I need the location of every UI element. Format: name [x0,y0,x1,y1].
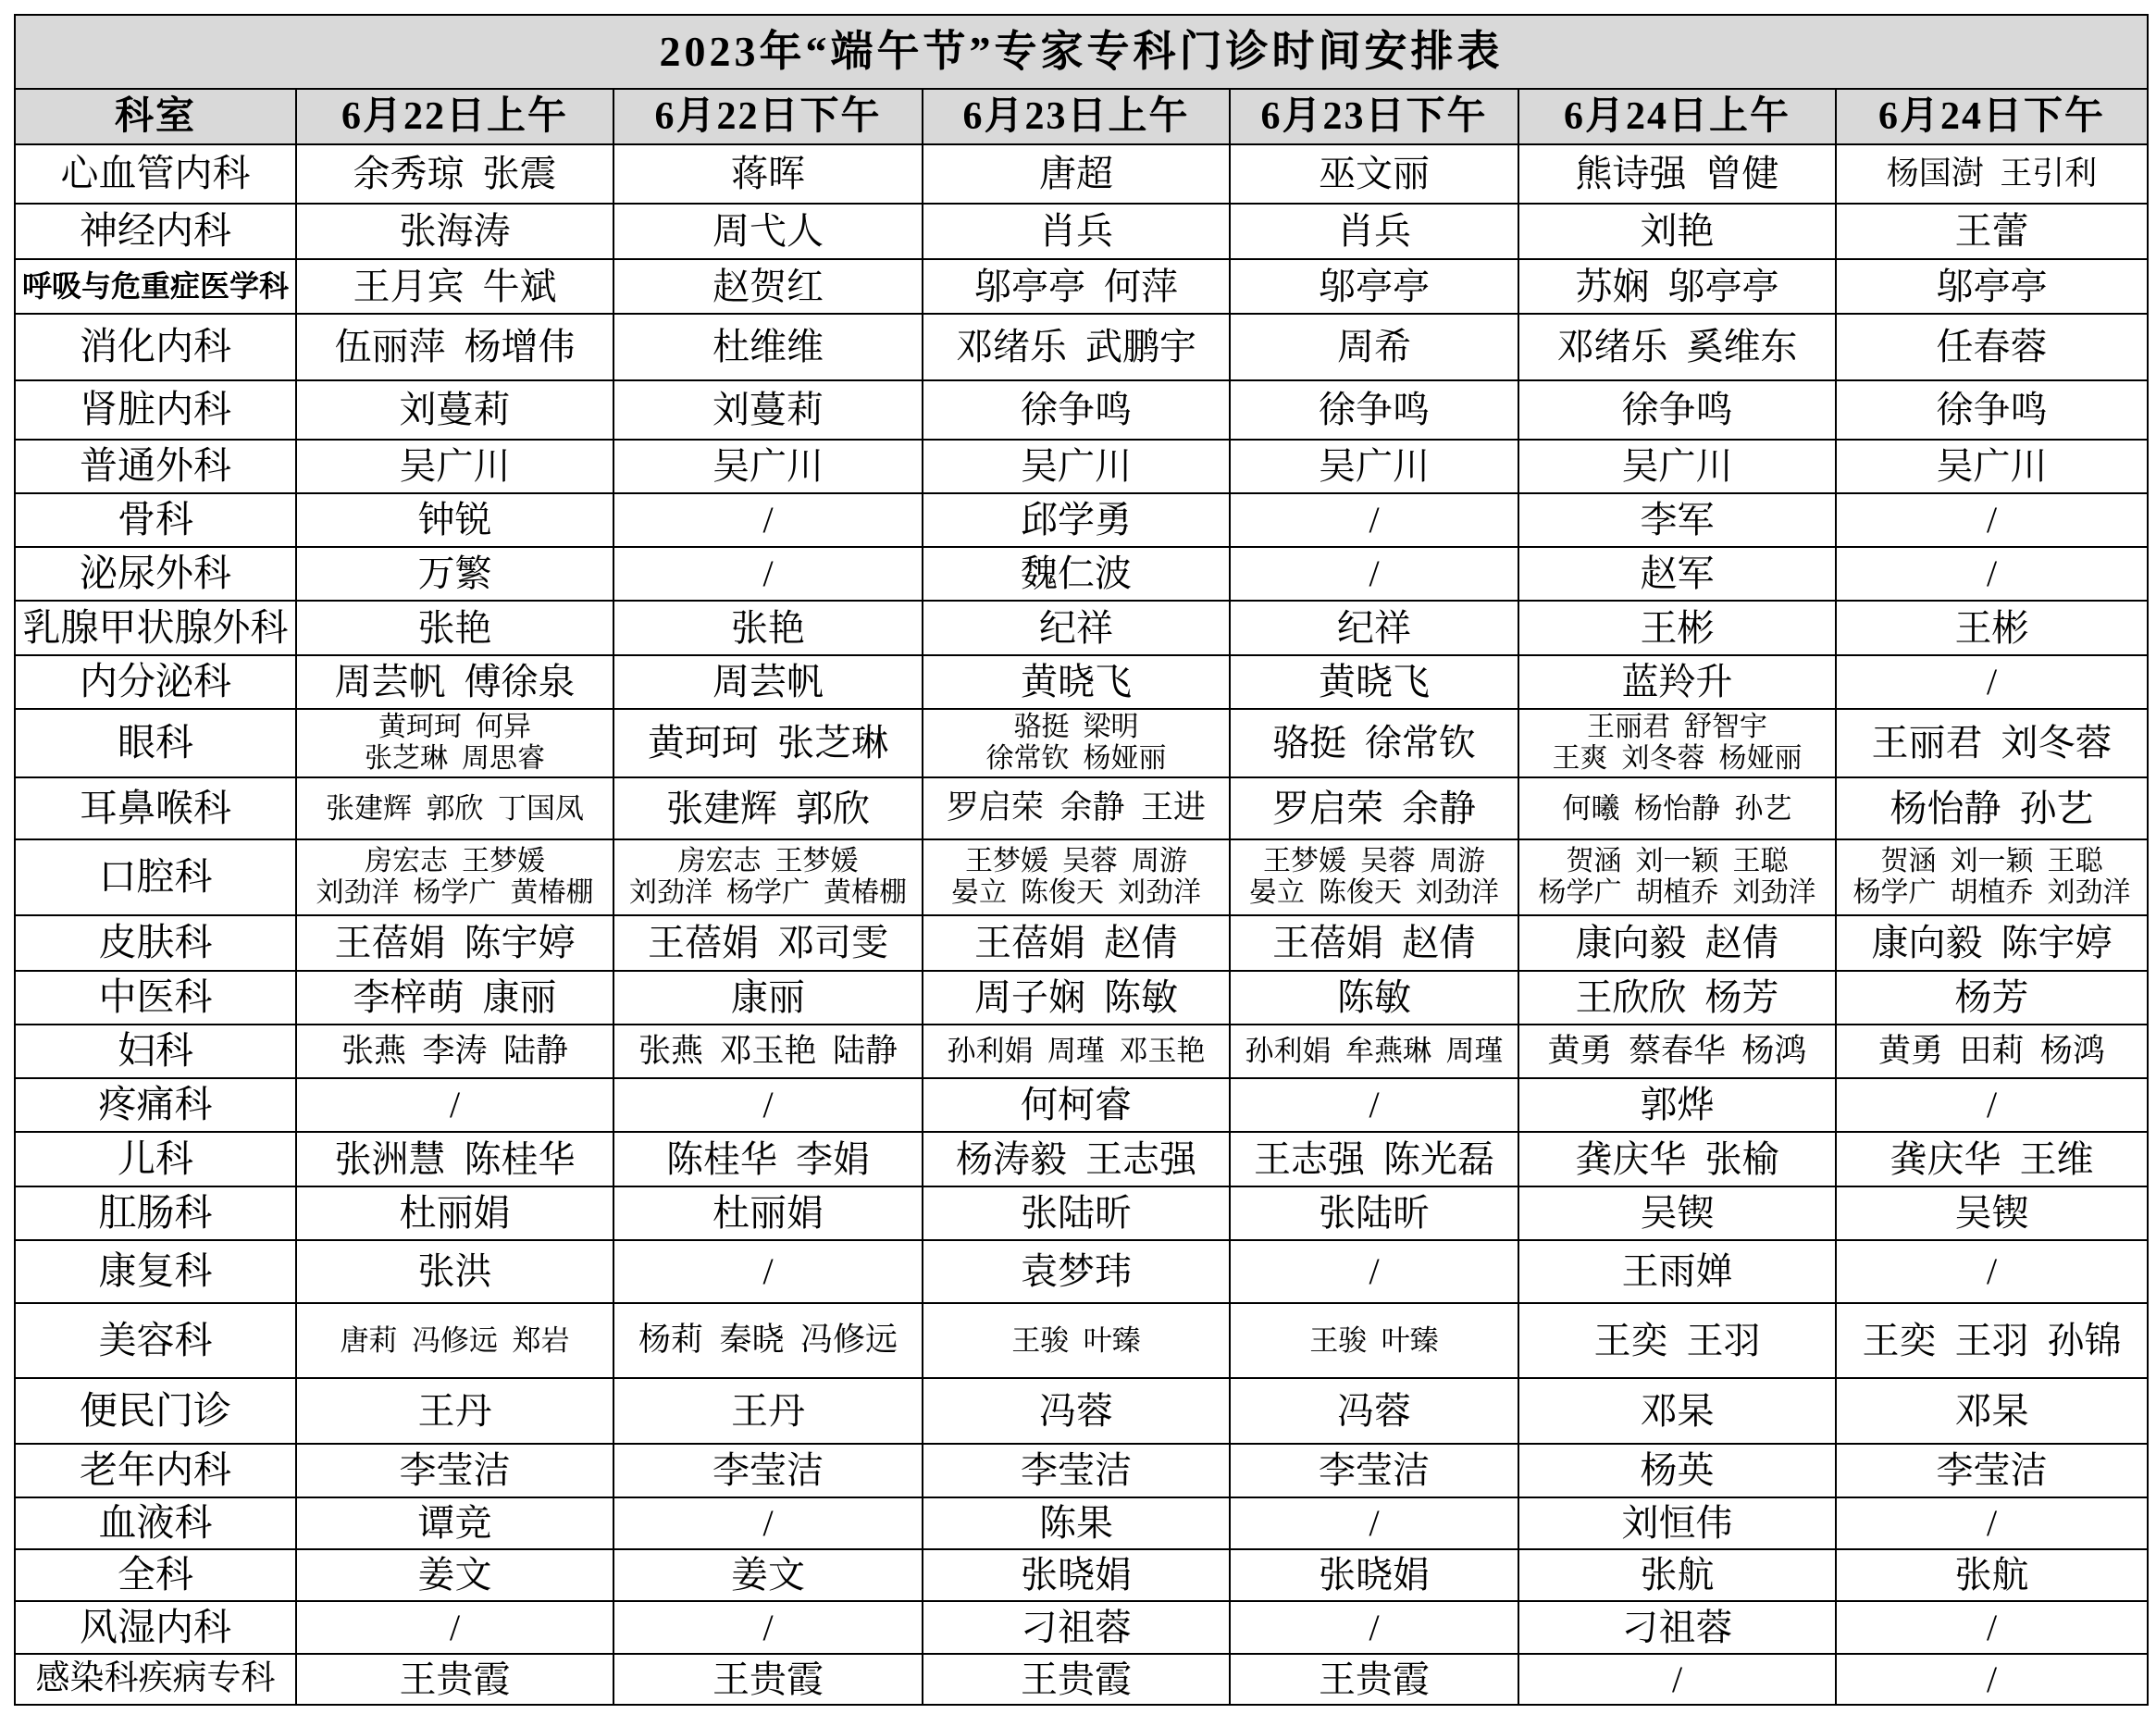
schedule-title: 2023年“端午节”专家专科门诊时间安排表 [15,15,2148,89]
schedule-cell: 冯蓉 [1230,1378,1518,1444]
schedule-cell: / [296,1601,613,1654]
schedule-cell: 王蓓娟 邓司雯 [613,915,923,971]
schedule-cell: 陈桂华 李娟 [613,1132,923,1186]
department-cell: 神经内科 [15,204,296,259]
schedule-cell: 肖兵 [923,204,1230,259]
column-header: 6月22日下午 [613,89,923,144]
schedule-cell: 徐争鸣 [1230,380,1518,440]
schedule-cell: 邬亭亭 [1230,259,1518,314]
schedule-cell: 孙利娟 牟燕琳 周瑾 [1230,1025,1518,1078]
schedule-cell: 黄晓飞 [923,655,1230,709]
department-cell: 中医科 [15,971,296,1025]
schedule-cell: / [613,1497,923,1549]
title-row [15,15,2148,89]
schedule-cell: 赵贺红 [613,259,923,314]
department-cell: 妇科 [15,1025,296,1078]
schedule-cell: 骆挺 徐常钦 [1230,709,1518,777]
schedule-cell: 张建辉 郭欣 丁国凤 [296,777,613,839]
schedule-row [15,777,2148,839]
schedule-cell: 王彬 [1518,601,1836,655]
department-cell: 康复科 [15,1240,296,1303]
schedule-row [15,1497,2148,1549]
schedule-cell: 王蕾 [1836,204,2148,259]
schedule-row [15,259,2148,314]
schedule-row [15,493,2148,547]
schedule-cell: 骆挺 梁明 徐常钦 杨娅丽 [923,709,1230,777]
clinic-schedule-table [14,14,2149,1706]
schedule-cell: 邬亭亭 [1836,259,2148,314]
schedule-row [15,601,2148,655]
schedule-cell: 王蓓娟 陈宇婷 [296,915,613,971]
schedule-cell: 王雨婵 [1518,1240,1836,1303]
schedule-cell: 何柯睿 [923,1078,1230,1132]
schedule-cell: 吴广川 [923,440,1230,493]
column-header: 6月24日上午 [1518,89,1836,144]
column-header: 6月23日上午 [923,89,1230,144]
department-cell: 心血管内科 [15,144,296,204]
schedule-cell: 王贵霞 [923,1654,1230,1705]
schedule-cell: 周芸帆 傅徐泉 [296,655,613,709]
schedule-cell: / [1230,1601,1518,1654]
schedule-cell: 刘艳 [1518,204,1836,259]
schedule-row [15,1303,2148,1378]
schedule-cell: 袁梦玮 [923,1240,1230,1303]
schedule-cell: 杜丽娟 [613,1186,923,1240]
schedule-cell: / [1836,1654,2148,1705]
schedule-cell: 纪祥 [923,601,1230,655]
schedule-cell: 唐超 [923,144,1230,204]
schedule-cell: / [1836,1497,2148,1549]
schedule-row [15,1601,2148,1654]
schedule-cell: 孙利娟 周瑾 邓玉艳 [923,1025,1230,1078]
schedule-cell: 周弋人 [613,204,923,259]
schedule-cell: / [1230,1497,1518,1549]
department-cell: 骨科 [15,493,296,547]
schedule-cell: 邓绪乐 奚维东 [1518,314,1836,380]
schedule-cell: 张燕 李涛 陆静 [296,1025,613,1078]
schedule-cell: 罗启荣 余静 [1230,777,1518,839]
schedule-cell: 蓝羚升 [1518,655,1836,709]
column-header: 6月23日下午 [1230,89,1518,144]
schedule-cell: 张燕 邓玉艳 陆静 [613,1025,923,1078]
schedule-cell: 吴锲 [1836,1186,2148,1240]
schedule-cell: 蒋晖 [613,144,923,204]
schedule-cell: 黄珂珂 张芝琳 [613,709,923,777]
schedule-cell: 贺涵 刘一颖 王聪 杨学广 胡植乔 刘劲洋 [1518,839,1836,915]
schedule-cell: 张建辉 郭欣 [613,777,923,839]
schedule-cell: 张航 [1518,1549,1836,1601]
schedule-cell: 王骏 叶臻 [923,1303,1230,1378]
schedule-cell: 张晓娟 [1230,1549,1518,1601]
schedule-cell: 李军 [1518,493,1836,547]
department-cell: 风湿内科 [15,1601,296,1654]
schedule-cell: 刁祖蓉 [923,1601,1230,1654]
department-cell: 普通外科 [15,440,296,493]
schedule-cell: 房宏志 王梦媛 刘劲洋 杨学广 黄椿棚 [296,839,613,915]
schedule-cell: 邓杲 [1518,1378,1836,1444]
schedule-cell: 王丹 [613,1378,923,1444]
schedule-cell: 杨英 [1518,1444,1836,1497]
schedule-cell: 陈果 [923,1497,1230,1549]
column-header: 6月22日上午 [296,89,613,144]
schedule-cell: 姜文 [296,1549,613,1601]
schedule-cell: 康向毅 赵倩 [1518,915,1836,971]
schedule-cell: 康丽 [613,971,923,1025]
schedule-cell: 李莹洁 [296,1444,613,1497]
schedule-cell: 王梦媛 吴蓉 周游 晏立 陈俊天 刘劲洋 [1230,839,1518,915]
schedule-cell: / [613,1240,923,1303]
schedule-cell: 姜文 [613,1549,923,1601]
schedule-cell: 李莹洁 [923,1444,1230,1497]
schedule-cell: 王贵霞 [613,1654,923,1705]
schedule-cell: 伍丽萍 杨增伟 [296,314,613,380]
schedule-cell: 张洪 [296,1240,613,1303]
schedule-cell: 吴锲 [1518,1186,1836,1240]
schedule-cell: 张洲慧 陈桂华 [296,1132,613,1186]
department-cell: 疼痛科 [15,1078,296,1132]
schedule-cell: / [1836,1240,2148,1303]
schedule-cell: 王月宾 牛斌 [296,259,613,314]
schedule-cell: 王梦媛 吴蓉 周游 晏立 陈俊天 刘劲洋 [923,839,1230,915]
schedule-cell: 张海涛 [296,204,613,259]
schedule-cell: 王志强 陈光磊 [1230,1132,1518,1186]
schedule-row [15,547,2148,601]
schedule-cell: 刘恒伟 [1518,1497,1836,1549]
schedule-cell: 吴广川 [1518,440,1836,493]
schedule-cell: 杨芳 [1836,971,2148,1025]
schedule-cell: / [613,493,923,547]
schedule-cell: / [296,1078,613,1132]
schedule-cell: 肖兵 [1230,204,1518,259]
schedule-cell: 王欣欣 杨芳 [1518,971,1836,1025]
schedule-cell: 王蓓娟 赵倩 [923,915,1230,971]
schedule-cell: 杜丽娟 [296,1186,613,1240]
department-cell: 眼科 [15,709,296,777]
schedule-cell: 王彬 [1836,601,2148,655]
schedule-cell: 周芸帆 [613,655,923,709]
schedule-cell: / [1836,1601,2148,1654]
schedule-cell: 龚庆华 王维 [1836,1132,2148,1186]
schedule-cell: 徐争鸣 [923,380,1230,440]
schedule-cell: 赵军 [1518,547,1836,601]
schedule-cell: 王丹 [296,1378,613,1444]
schedule-cell: 王丽君 刘冬蓉 [1836,709,2148,777]
schedule-cell: 张航 [1836,1549,2148,1601]
department-cell: 肛肠科 [15,1186,296,1240]
schedule-cell: 张晓娟 [923,1549,1230,1601]
schedule-cell: 邓绪乐 武鹏宇 [923,314,1230,380]
schedule-cell: 王奕 王羽 [1518,1303,1836,1378]
schedule-cell: 邱学勇 [923,493,1230,547]
schedule-cell: 杜维维 [613,314,923,380]
department-cell: 感染科疾病专科 [15,1654,296,1705]
schedule-cell: 唐莉 冯修远 郑岩 [296,1303,613,1378]
department-cell: 内分泌科 [15,655,296,709]
schedule-cell: 吴广川 [296,440,613,493]
schedule-row [15,144,2148,204]
schedule-row [15,1132,2148,1186]
schedule-row [15,1078,2148,1132]
schedule-cell: 王贵霞 [296,1654,613,1705]
schedule-cell: 吴广川 [613,440,923,493]
schedule-cell: 李莹洁 [613,1444,923,1497]
schedule-cell: / [1836,547,2148,601]
department-cell: 乳腺甲状腺外科 [15,601,296,655]
schedule-cell: 巫文丽 [1230,144,1518,204]
schedule-cell: 王蓓娟 赵倩 [1230,915,1518,971]
schedule-cell: 李莹洁 [1836,1444,2148,1497]
schedule-cell: / [613,547,923,601]
schedule-cell: 刁祖蓉 [1518,1601,1836,1654]
schedule-cell: 黄晓飞 [1230,655,1518,709]
schedule-cell: / [1230,547,1518,601]
schedule-cell: / [1518,1654,1836,1705]
schedule-cell: / [1836,493,2148,547]
schedule-cell: 李莹洁 [1230,1444,1518,1497]
schedule-cell: 郭烨 [1518,1078,1836,1132]
schedule-cell: 杨国澍 王引利 [1836,144,2148,204]
schedule-row [15,915,2148,971]
schedule-cell: 王奕 王羽 孙锦 [1836,1303,2148,1378]
schedule-cell: 吴广川 [1836,440,2148,493]
schedule-row [15,1186,2148,1240]
schedule-row [15,1025,2148,1078]
schedule-cell: / [1230,493,1518,547]
schedule-cell: 杨怡静 孙艺 [1836,777,2148,839]
schedule-cell: 张艳 [613,601,923,655]
schedule-cell: 周子娴 陈敏 [923,971,1230,1025]
schedule-cell: / [1836,655,2148,709]
schedule-cell: / [1230,1078,1518,1132]
schedule-cell: 杨莉 秦晓 冯修远 [613,1303,923,1378]
schedule-cell: 任春蓉 [1836,314,2148,380]
department-cell: 皮肤科 [15,915,296,971]
schedule-cell: 龚庆华 张榆 [1518,1132,1836,1186]
schedule-cell: 周希 [1230,314,1518,380]
schedule-row [15,655,2148,709]
schedule-cell: / [1230,1240,1518,1303]
schedule-cell: 陈敏 [1230,971,1518,1025]
schedule-row [15,440,2148,493]
schedule-cell: 张陆昕 [923,1186,1230,1240]
schedule-row [15,380,2148,440]
schedule-cell: 刘蔓莉 [296,380,613,440]
schedule-cell: 钟锐 [296,493,613,547]
column-header-department: 科室 [15,89,296,144]
department-cell: 耳鼻喉科 [15,777,296,839]
schedule-cell: / [613,1078,923,1132]
schedule-cell: / [1836,1078,2148,1132]
schedule-cell: 黄勇 田莉 杨鸿 [1836,1025,2148,1078]
schedule-cell: 徐争鸣 [1518,380,1836,440]
schedule-row [15,971,2148,1025]
schedule-cell: 黄珂珂 何异 张芝琳 周思睿 [296,709,613,777]
schedule-cell: 王丽君 舒智宇 王爽 刘冬蓉 杨娅丽 [1518,709,1836,777]
header-row [15,89,2148,144]
department-cell: 泌尿外科 [15,547,296,601]
department-cell: 呼吸与危重症医学科 [15,259,296,314]
schedule-cell: 魏仁波 [923,547,1230,601]
schedule-row [15,1240,2148,1303]
column-header: 6月24日下午 [1836,89,2148,144]
schedule-cell: 康向毅 陈宇婷 [1836,915,2148,971]
schedule-cell: 邓杲 [1836,1378,2148,1444]
schedule-cell: 谭竞 [296,1497,613,1549]
schedule-row [15,1654,2148,1705]
department-cell: 血液科 [15,1497,296,1549]
schedule-cell: 刘蔓莉 [613,380,923,440]
schedule-row [15,1549,2148,1601]
schedule-cell: 万繁 [296,547,613,601]
department-cell: 肾脏内科 [15,380,296,440]
schedule-cell: 房宏志 王梦媛 刘劲洋 杨学广 黄椿棚 [613,839,923,915]
department-cell: 全科 [15,1549,296,1601]
schedule-row [15,839,2148,915]
schedule-cell: 何曦 杨怡静 孙艺 [1518,777,1836,839]
schedule-cell: 熊诗强 曾健 [1518,144,1836,204]
department-cell: 便民门诊 [15,1378,296,1444]
schedule-cell: 邬亭亭 何萍 [923,259,1230,314]
schedule-cell: 徐争鸣 [1836,380,2148,440]
schedule-cell: 冯蓉 [923,1378,1230,1444]
department-cell: 老年内科 [15,1444,296,1497]
schedule-cell: 余秀琼 张震 [296,144,613,204]
schedule-cell: 杨涛毅 王志强 [923,1132,1230,1186]
schedule-cell: 王贵霞 [1230,1654,1518,1705]
schedule-cell: / [613,1601,923,1654]
department-cell: 消化内科 [15,314,296,380]
schedule-row [15,204,2148,259]
schedule-cell: 李梓萌 康丽 [296,971,613,1025]
schedule-cell: 吴广川 [1230,440,1518,493]
schedule-row [15,709,2148,777]
schedule-cell: 苏娴 邬亭亭 [1518,259,1836,314]
department-cell: 儿科 [15,1132,296,1186]
department-cell: 口腔科 [15,839,296,915]
schedule-row [15,314,2148,380]
schedule-cell: 罗启荣 余静 王进 [923,777,1230,839]
schedule-row [15,1444,2148,1497]
schedule-cell: 张陆昕 [1230,1186,1518,1240]
schedule-cell: 王骏 叶臻 [1230,1303,1518,1378]
schedule-cell: 贺涵 刘一颖 王聪 杨学广 胡植乔 刘劲洋 [1836,839,2148,915]
department-cell: 美容科 [15,1303,296,1378]
schedule-cell: 纪祥 [1230,601,1518,655]
schedule-cell: 张艳 [296,601,613,655]
schedule-row [15,1378,2148,1444]
schedule-cell: 黄勇 蔡春华 杨鸿 [1518,1025,1836,1078]
